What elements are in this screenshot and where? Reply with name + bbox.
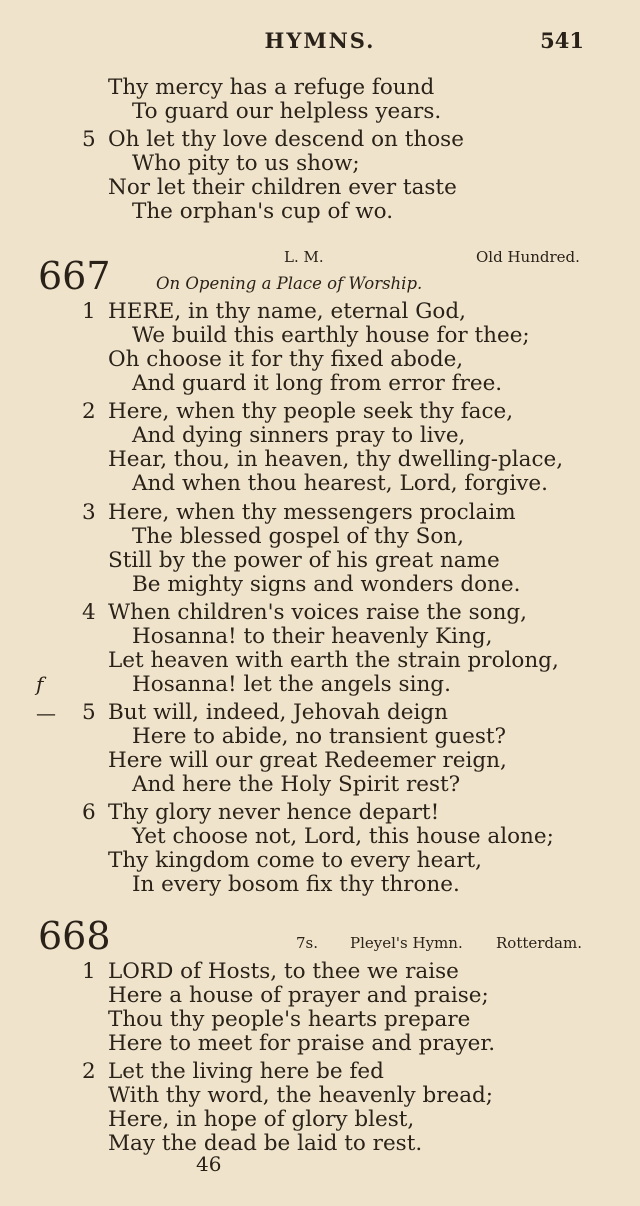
verse-line: Here, when thy people seek thy face, <box>108 399 514 424</box>
verse-number: 3 <box>82 500 96 525</box>
verse-line: And here the Holy Spirit rest? <box>132 772 461 797</box>
verse-line: Let heaven with earth the strain prolong, <box>108 648 559 673</box>
verse-line: Who pity to us show; <box>132 151 360 176</box>
hymn-tune: Pleyel's Hymn. <box>350 934 463 952</box>
verse-number: 4 <box>82 600 96 625</box>
verse-line: Here to meet for praise and prayer. <box>108 1031 496 1056</box>
hymn-meter: L. M. <box>284 248 324 266</box>
page-number: 541 <box>540 28 584 53</box>
verse-line: Hear, thou, in heaven, thy dwelling-place, <box>108 447 564 472</box>
verse-number: 6 <box>82 800 96 825</box>
verse-line: May the dead be laid to rest. <box>108 1131 423 1156</box>
verse-line: And when thou hearest, Lord, forgive. <box>132 471 548 496</box>
verse-line: Here, in hope of glory blest, <box>108 1107 415 1132</box>
hymn-number: 668 <box>38 914 111 958</box>
verse-line: Hosanna! to their heavenly King, <box>132 624 493 649</box>
verse-line: And dying sinners pray to live, <box>132 423 466 448</box>
verse-line: Yet choose not, Lord, this house alone; <box>132 824 554 849</box>
verse-line: And guard it long from error free. <box>132 371 503 396</box>
dash-mark: — <box>36 701 56 725</box>
verse-line: Hosanna! let the angels sing. <box>132 672 451 697</box>
verse-line: Oh let thy love descend on those <box>108 127 464 152</box>
verse-line: When children's voices raise the song, <box>108 600 528 625</box>
hymn-tune: Old Hundred. <box>476 248 580 266</box>
verse-line: To guard our helpless years. <box>132 99 442 124</box>
verse-number: 2 <box>82 1059 96 1084</box>
verse-line: Still by the power of his great name <box>108 548 500 573</box>
verse-line: Here will our great Redeemer reign, <box>108 748 507 773</box>
dynamic-mark-forte: f <box>36 672 44 696</box>
verse-line: The blessed gospel of thy Son, <box>132 524 464 549</box>
verse-line: Here, when thy messengers proclaim <box>108 500 516 525</box>
verse-number: 2 <box>82 399 96 424</box>
verse-line: Thy glory never hence depart! <box>108 800 440 825</box>
verse-line: Nor let their children ever taste <box>108 175 457 200</box>
verse-line: Oh choose it for thy fixed abode, <box>108 347 464 372</box>
verse-line: Thy mercy has a refuge found <box>108 75 435 100</box>
hymn-title: On Opening a Place of Worship. <box>156 274 423 293</box>
hymn-number: 667 <box>38 254 111 298</box>
verse-number: 5 <box>82 700 96 725</box>
verse-line: LORD of Hosts, to thee we raise <box>108 959 459 984</box>
verse-line: In every bosom fix thy throne. <box>132 872 460 897</box>
verse-line: With thy word, the heavenly bread; <box>108 1083 494 1108</box>
running-header-title: HYMNS. <box>264 28 376 53</box>
verse-line: HERE, in thy name, eternal God, <box>108 299 466 324</box>
verse-number: 1 <box>82 299 96 324</box>
verse-line: Let the living here be fed <box>108 1059 384 1084</box>
verse-line: Thou thy people's hearts prepare <box>108 1007 471 1032</box>
hymn-meter: 7s. <box>296 934 319 952</box>
verse-number: 1 <box>82 959 96 984</box>
verse-line: Here to abide, no transient guest? <box>132 724 507 749</box>
verse-line: Here a house of prayer and praise; <box>108 983 489 1008</box>
printer-signature: 46 <box>196 1152 222 1176</box>
verse-line: The orphan's cup of wo. <box>132 199 394 224</box>
verse-line: Thy kingdom come to every heart, <box>108 848 482 873</box>
verse-line: But will, indeed, Jehovah deign <box>108 700 448 725</box>
verse-number: 5 <box>82 127 96 152</box>
hymn-tune-alt: Rotterdam. <box>496 934 582 952</box>
verse-line: Be mighty signs and wonders done. <box>132 572 521 597</box>
verse-line: We build this earthly house for thee; <box>132 323 530 348</box>
